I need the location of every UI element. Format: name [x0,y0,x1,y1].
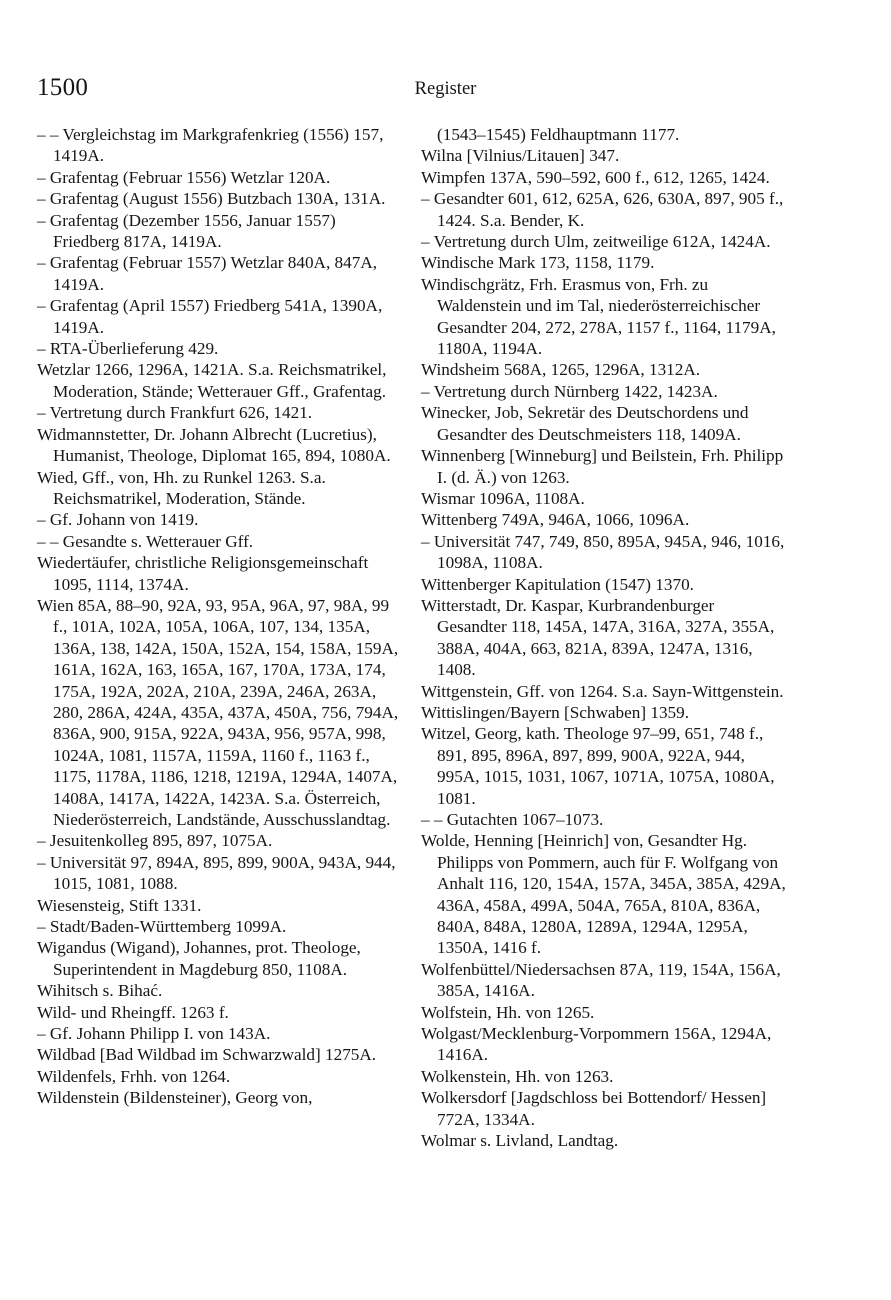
index-entry: – Grafentag (Dezember 1556, Januar 1557) Friedberg 817A, 1419A. [37,210,336,252]
index-entry: Wildenfels, Frhh. von 1264. [37,1066,231,1086]
index-entry: Wihitsch s. Bihać. [37,981,163,1001]
index-entry: Wolmar s. Livland, Landtag. [421,1131,619,1151]
index-entry: – Grafentag (April 1557) Friedberg 541A, 1390A, 1419A. [37,296,383,337]
index-entry: – Vertretung durch Frankfurt 626, 1421. [37,403,313,423]
index-entry: (1543–1545) Feldhauptmann 1177. [437,125,680,144]
index-entry: – – Gutachten 1067–1073. [421,810,604,829]
index-entry: Wildbad [Bad Wildbad im Schwarzwald] 1275A. [37,1045,377,1065]
index-entry: Wittenberg 749A, 946A, 1066, 1096A. [421,510,690,530]
index-entry: Wien 85A, 88–90, 92A, 93, 95A, 96A, 97, 98A, 99 f., 101A, 102A, 105A, 106A, 107, 134, 135A, 136A, 138, 142A, 150A, 152A, 154, 158A, 159A, 161A, 162A, 163, 165A, 167, 170A, 173A, 174, 175A, 192A, 202A, 210A, 239A, 246A, 263A, 280, 286A, 424A, 435A, 437A, 450A, 756, 794A, 836A, 900, 915A, 922A, 943A, 956, 957A, 998, 1024A, 1081, 1157A, 1159A, 1160 f., 1163 f., 1175, 1178A, 1186, 1218, 1219A, 1294A, 1407A, 1408A, 1417A, 1422A, 1423A. S.a. Österreich, Niederösterreich, Landstände, Ausschusslandtag. [37,595,399,829]
index-entry: – Universität 747, 749, 850, 895A, 945A, 946, 1016, 1098A, 1108A. [421,531,785,573]
index-entry: – Vertretung durch Nürnberg 1422, 1423A. [421,381,718,401]
index-entry: Wolfstein, Hh. von 1265. [421,1002,595,1022]
index-entry: Winnenberg [Winneburg] und Beilstein, Frh. Philipp I. (d. Ä.) von 1263. [421,446,784,487]
index-entry: – Jesuitenkolleg 895, 897, 1075A. [37,831,273,851]
index-entry: Windsheim 568A, 1265, 1296A, 1312A. [421,360,701,380]
index-entry: – Grafentag (August 1556) Butzbach 130A, 131A. [37,189,386,209]
index-entry: Wied, Gff., von, Hh. zu Runkel 1263. S.a. Reichsmatrikel, Moderation, Stände. [37,467,326,508]
index-entry: Wittgenstein, Gff. von 1264. S.a. Sayn-Wittgenstein. [421,681,784,701]
index-entry: Wittenberger Kapitulation (1547) 1370. [421,574,694,594]
index-entry: Windische Mark 173, 1158, 1179. [421,253,655,273]
index-entry: Wiedertäufer, christliche Religionsgemeinschaft 1095, 1114, 1374A. [37,553,369,594]
index-entry: Winecker, Job, Sekretär des Deutschordens und Gesandter des Deutschmeisters 118, 1409A. [421,403,749,444]
index-entry: – Grafentag (Februar 1556) Wetzlar 120A. [37,167,331,187]
index-entry: – Universität 97, 894A, 895, 899, 900A, 943A, 944, 1015, 1081, 1088. [37,852,396,894]
index-entry: – Stadt/Baden-Württemberg 1099A. [37,917,287,937]
index-entry: Windischgrätz, Frh. Erasmus von, Frh. zu Waldenstein und im Tal, niederösterreichischer Gesandter 204, 272, 278A, 1157 f., 1164, 1179A, 1180A, 1194A. [421,274,776,359]
index-entry: – Gf. Johann Philipp I. von 143A. [37,1024,271,1044]
index-entry: Wolkenstein, Hh. von 1263. [421,1066,614,1086]
running-head: Register [414,79,477,99]
index-entry: – – Vergleichstag im Markgrafenkrieg (1556) 157, 1419A. [37,125,384,166]
index-entry: – Grafentag (Februar 1557) Wetzlar 840A, 847A, 1419A. [37,253,378,294]
index-entry: Wilna [Vilnius/Litauen] 347. [421,146,620,166]
index-entry: Wittislingen/Bayern [Schwaben] 1359. [421,702,690,722]
index-entry: – Gf. Johann von 1419. [37,510,199,530]
index-entry: Wismar 1096A, 1108A. [421,488,585,508]
index-entry: Wolfenbüttel/Niedersachsen 87A, 119, 154A, 156A, 385A, 1416A. [421,959,781,1001]
right-column [421,124,787,1152]
index-entry: Wolkersdorf [Jagdschloss bei Bottendorf/ Hessen] 772A, 1334A. [421,1088,767,1129]
index-entry: – Gesandter 601, 612, 625A, 626, 630A, 897, 905 f., 1424. S.a. Bender, K. [421,189,784,230]
index-entry: – – Gesandte s. Wetterauer Gff. [37,531,254,551]
index-entry: Widmannstetter, Dr. Johann Albrecht (Lucretius), Humanist, Theologe, Diplomat 165, 894, 1080A. [37,424,391,466]
index-entry: Wildenstein (Bildensteiner), Georg von, [37,1088,313,1108]
index-entry: Wiesensteig, Stift 1331. [37,895,202,915]
index-entry: Wetzlar 1266, 1296A, 1421A. S.a. Reichsmatrikel, Moderation, Stände; Wetterauer Gff., Grafentag. [37,360,387,401]
index-entry: Wigandus (Wigand), Johannes, prot. Theologe, Superintendent in Magdeburg 850, 1108A. [37,938,361,979]
page-number: 1500 [37,74,89,101]
left-column [37,124,399,1109]
index-entry: – Vertretung durch Ulm, zeitweilige 612A, 1424A. [421,232,771,252]
index-entry: Wolgast/Mecklenburg-Vorpommern 156A, 1294A, 1416A. [421,1024,772,1065]
index-entry: Witterstadt, Dr. Kaspar, Kurbrandenburger Gesandter 118, 145A, 147A, 316A, 327A, 355A, 388A, 404A, 663, 821A, 839A, 1247A, 1316, 1408. [421,595,775,680]
index-entry: Wimpfen 137A, 590–592, 600 f., 612, 1265, 1424. [421,167,770,187]
index-entry: Wild- und Rheingff. 1263 f. [37,1002,229,1022]
index-entry: Witzel, Georg, kath. Theologe 97–99, 651, 748 f., 891, 895, 896A, 897, 899, 900A, 922A, 944, 995A, 1015, 1031, 1067, 1071A, 1075A, 1080A, 1081. [421,724,775,808]
index-entry: Wolde, Henning [Heinrich] von, Gesandter Hg. Philipps von Pommern, auch für F. Wolfgang von Anhalt 116, 120, 154A, 157A, 345A, 385A, 429A, 436A, 458A, 499A, 504A, 765A, 810A, 836A, 840A, 848A, 1280A, 1289A, 1294A, 1295A, 1350A, 1416 f. [421,831,786,958]
index-entry: – RTA-Überlieferung 429. [37,339,219,359]
